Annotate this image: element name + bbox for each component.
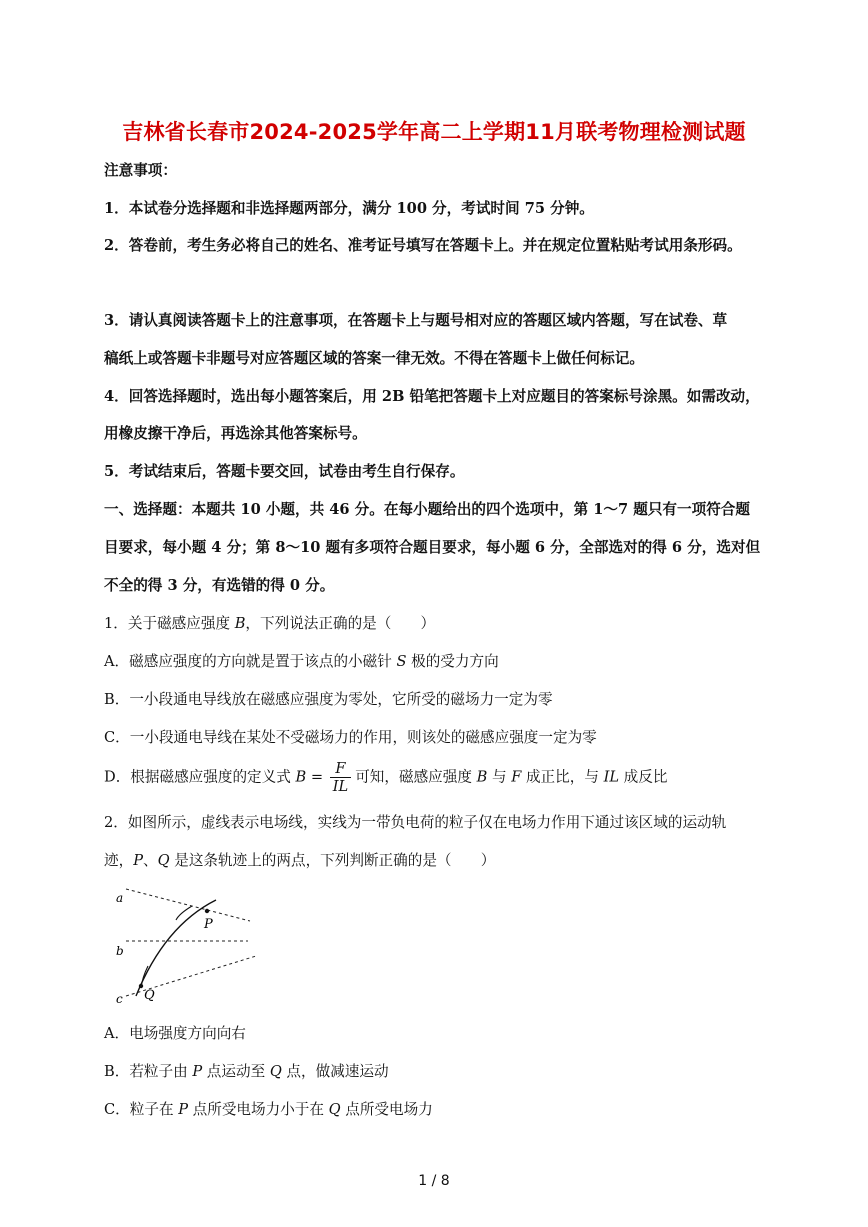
text-segment: 点，做减速运动 [281,1063,389,1080]
math-variable: B [234,615,246,632]
question-2-option-b [104,1062,389,1082]
text-segment: 极的受力方向 [406,653,499,670]
section-instructions: 目要求，每小题 4 分；第 8～10 题有多项符合题目要求，每小题 6 分，全部选对的得 6 分，选对但 [104,539,761,556]
question-2-option-c [104,1100,433,1120]
equals-sign: = [306,768,328,786]
section-instructions: 不全的得 3 分，有选错的得 0 分。 [104,577,335,594]
math-variable: F [511,768,522,786]
point-p [205,909,209,913]
math-variable: B [295,768,307,786]
notice-item: 1．本试卷分选择题和非选择题两部分，满分 100 分，考试时间 75 分钟。 [104,200,594,217]
electric-field-figure [108,884,264,1004]
field-line-a [126,889,250,921]
text-segment: 点所受电场力 [340,1101,433,1118]
question-1-option-b: B．一小段通电导线放在磁感应强度为零处，它所受的磁场力一定为零 [104,691,553,708]
text-segment: 、 [143,852,158,869]
question-1-option-c: C．一小段通电导线在某处不受磁场力的作用，则该处的磁感应强度一定为零 [104,729,597,746]
text-segment: 可知，磁感应强度 [355,768,477,786]
fraction [330,760,351,795]
math-variable: P [133,852,144,869]
label-b: b [116,944,124,958]
particle-trajectory [136,900,216,996]
question-2-option-a: A．电场强度方向向右 [104,1025,246,1042]
math-variable: P [178,1101,189,1118]
notice-item: 3．请认真阅读答题卡上的注意事项，在答题卡上与题号相对应的答题区域内答题，写在试卷、草 [104,312,728,329]
text-segment: 与 [487,768,512,786]
math-variable: IL [603,768,620,786]
math-variable: B [476,768,488,786]
question-1-stem [104,614,435,634]
label-q: Q [144,988,155,1003]
math-variable: Q [328,1101,341,1118]
text-segment: 是这条轨迹上的两点，下列判断正确的是（ ） [169,852,496,869]
point-q [139,984,143,988]
notice-item: 2．答卷前，考生务必将自己的姓名、准考证号填写在答题卡上。并在规定位置粘贴考试用条形码。 [104,237,742,254]
question-1-option-a [104,652,499,672]
text-segment: D．根据磁感应强度的定义式 [104,768,296,786]
section-instructions: 一、选择题：本题共 10 小题，共 46 分。在每小题给出的四个选项中，第 1～7 题只有一项符合题 [104,501,750,518]
page-number: 1 / 8 [418,1173,450,1189]
question-2-stem-cont [104,851,495,871]
notice-item: 5．考试结束后，答题卡要交回，试卷由考生自行保存。 [104,463,465,480]
text-segment: C．粒子在 [104,1101,179,1118]
notice-item: 用橡皮擦干净后，再选涂其他答案标号。 [104,425,367,442]
label-c: c [116,992,123,1004]
text-segment: 点所受电场力小于在 [188,1101,329,1118]
document-title: 吉林省长春市2024-2025学年高二上学期11月联考物理检测试题 [122,120,746,144]
math-variable: Q [269,1063,282,1080]
text-segment: 点运动至 [202,1063,270,1080]
text-segment: 1．关于磁感应强度 [104,615,235,632]
math-variable: Q [157,852,170,869]
text-segment: 成反比 [619,768,668,786]
text-segment: A．磁感应强度的方向就是置于该点的小磁针 [104,653,397,670]
notice-heading: 注意事项： [104,162,177,179]
text-segment: 迹， [104,852,134,869]
label-p: P [204,917,213,932]
question-1-option-d [104,760,667,795]
math-variable: S [396,653,407,670]
fraction-numerator: F [330,760,351,778]
math-variable: P [192,1063,203,1080]
notice-item: 4．回答选择题时，选出每小题答案后，用 2B 铅笔把答题卡上对应题目的答案标号涂黑。如需改动， [104,388,760,405]
label-a: a [116,891,124,905]
fraction-denominator: IL [332,778,349,795]
text-segment: 成正比，与 [521,768,604,786]
question-2-stem: 2．如图所示，虚线表示电场线，实线为一带负电荷的粒子仅在电场力作用下通过该区域的运动轨 [104,814,727,831]
text-segment: B．若粒子由 [104,1063,193,1080]
text-segment: ，下列说法正确的是（ ） [245,615,436,632]
notice-item: 稿纸上或答题卡非题号对应答题区域的答案一律无效。不得在答题卡上做任何标记。 [104,350,644,367]
